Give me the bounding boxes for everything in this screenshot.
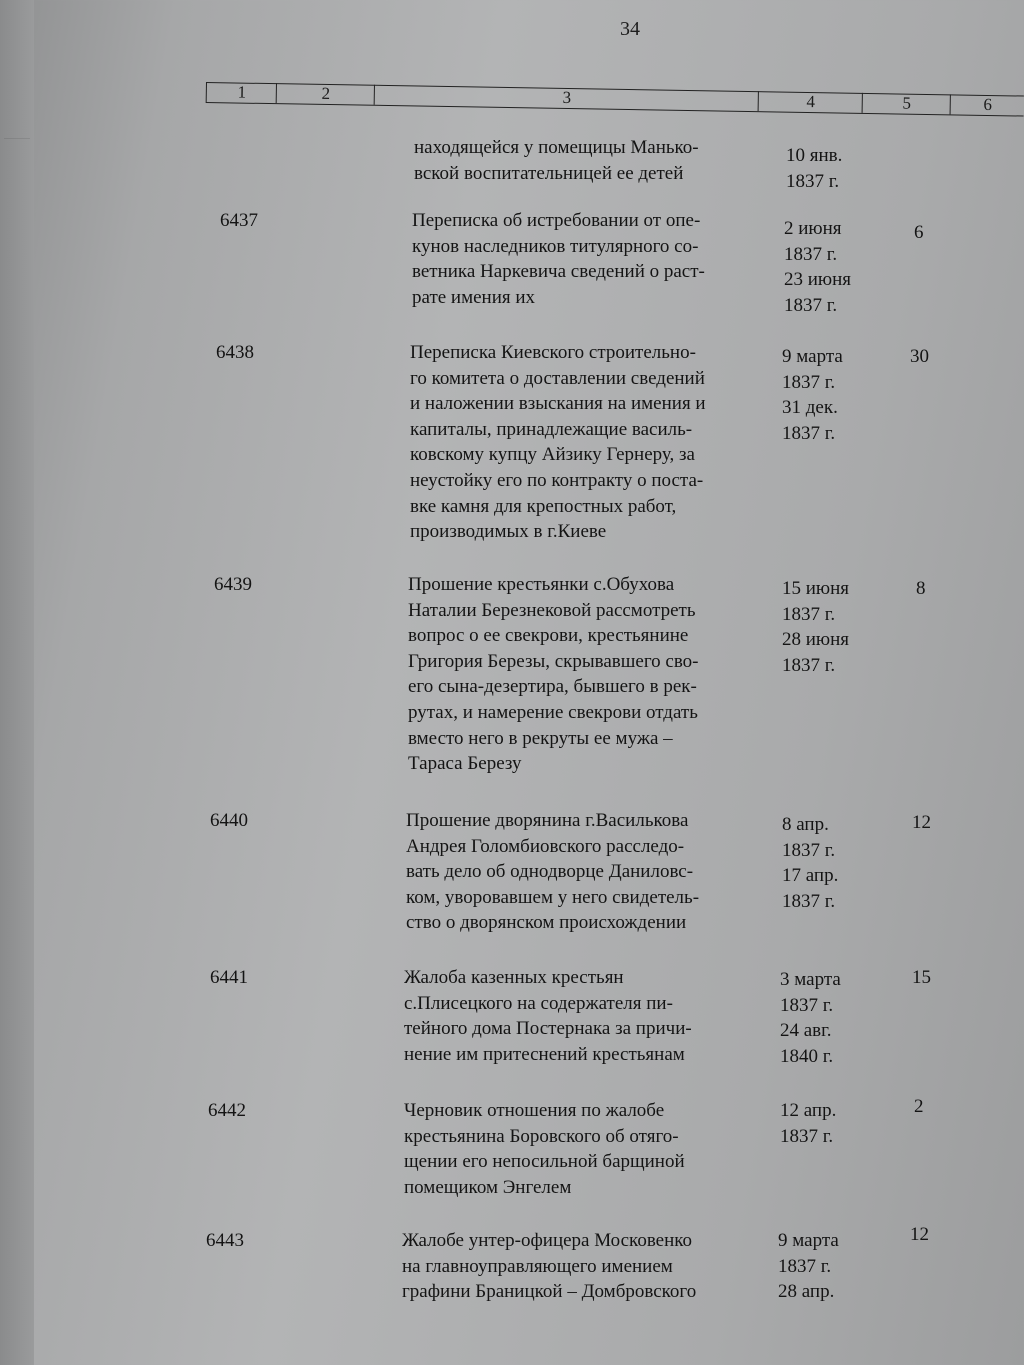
column-header-3: 3 bbox=[374, 85, 759, 111]
record-sheet-count: 12 bbox=[912, 812, 931, 833]
column-header-2: 2 bbox=[276, 83, 375, 105]
record-dates: 9 марта 1837 г. 31 дек. 1837 г. bbox=[782, 346, 843, 444]
column-header bbox=[205, 82, 1024, 134]
column-header-1: 1 bbox=[206, 82, 277, 103]
record-sheet-count: 12 bbox=[910, 1224, 929, 1245]
record-description: Жалобе унтер-офицера Московенко на главноуправляющего имением графини Браницкой – Домбровского bbox=[402, 1230, 697, 1303]
record-number: 6437 bbox=[220, 210, 258, 231]
record-dates: 9 марта 1837 г. 28 апр. bbox=[778, 1230, 839, 1303]
record-description: находящейся у помещицы Манько- вской воспитательницей ее детей bbox=[414, 137, 699, 184]
column-header-6: 6 bbox=[950, 94, 1024, 115]
record-dates: 8 апр. 1837 г. 17 апр. 1837 г. bbox=[782, 814, 839, 912]
record-description: Прошение дворянина г.Василькова Андрея Голомбиовского расследо- вать дело об однодворце Даниловс- ком, уворовавшем у него свидетель- ство о дворянском происхождении bbox=[406, 810, 700, 934]
record-number: 6439 bbox=[214, 574, 252, 595]
record-sheet-count: 15 bbox=[912, 967, 931, 988]
column-header-5: 5 bbox=[862, 93, 951, 114]
record-sheet-count: 2 bbox=[914, 1096, 924, 1117]
record-number: 6442 bbox=[208, 1100, 246, 1121]
record-dates: 12 апр. 1837 г. bbox=[780, 1100, 837, 1147]
record-number: 6441 bbox=[210, 967, 248, 988]
record-number: 6438 bbox=[216, 342, 254, 363]
record-dates: 3 марта 1837 г. 24 авг. 1840 г. bbox=[780, 969, 841, 1067]
record-description: Переписка об истребовании от опе- кунов наследников титулярного со- ветника Наркевича сведений о раст- рате имения их bbox=[412, 210, 705, 308]
column-header-4: 4 bbox=[758, 91, 863, 113]
record-description: Прошение крестьянки с.Обухова Наталии Березнековой рассмотреть вопрос о ее свекрови, крестьянине Григория Березы, скрывавшего сво- его сына-дезертира, бывшего в рек- рутах, и намерение свекрови отдать вместо него в рекруты ее мужа – Тараса Березу bbox=[408, 574, 699, 775]
facing-page-edge bbox=[0, 0, 34, 1365]
record-number: 6440 bbox=[210, 810, 248, 831]
record-dates: 15 июня 1837 г. 28 июня 1837 г. bbox=[782, 578, 850, 676]
record-description: Переписка Киевского строительно- го комитета о доставлении сведений и наложении взыскания на имения и капиталы, принадлежащие василь- ковскому купцу Айзику Гернеру, за неустойку его по контракту о поста- вке камня для крепостных работ, производимых в г.Киеве bbox=[410, 342, 706, 543]
page-number: 34 bbox=[620, 18, 640, 40]
record-dates: 10 янв. 1837 г. bbox=[786, 145, 843, 192]
record-sheet-count: 8 bbox=[916, 578, 926, 599]
record-number: 6443 bbox=[206, 1230, 244, 1251]
record-description: Жалоба казенных крестьян с.Плисецкого на содержателя пи- тейного дома Постернака за причи- нение им притеснений крестьянам bbox=[404, 967, 692, 1065]
record-description: Черновик отношения по жалобе крестьянина Боровского об отяго- щении его непосильной барщиной помещиком Энгелем bbox=[404, 1100, 685, 1198]
record-sheet-count: 6 bbox=[914, 222, 924, 243]
record-sheet-count: 30 bbox=[910, 346, 929, 367]
record-dates: 2 июня 1837 г. 23 июня 1837 г. bbox=[784, 218, 852, 316]
